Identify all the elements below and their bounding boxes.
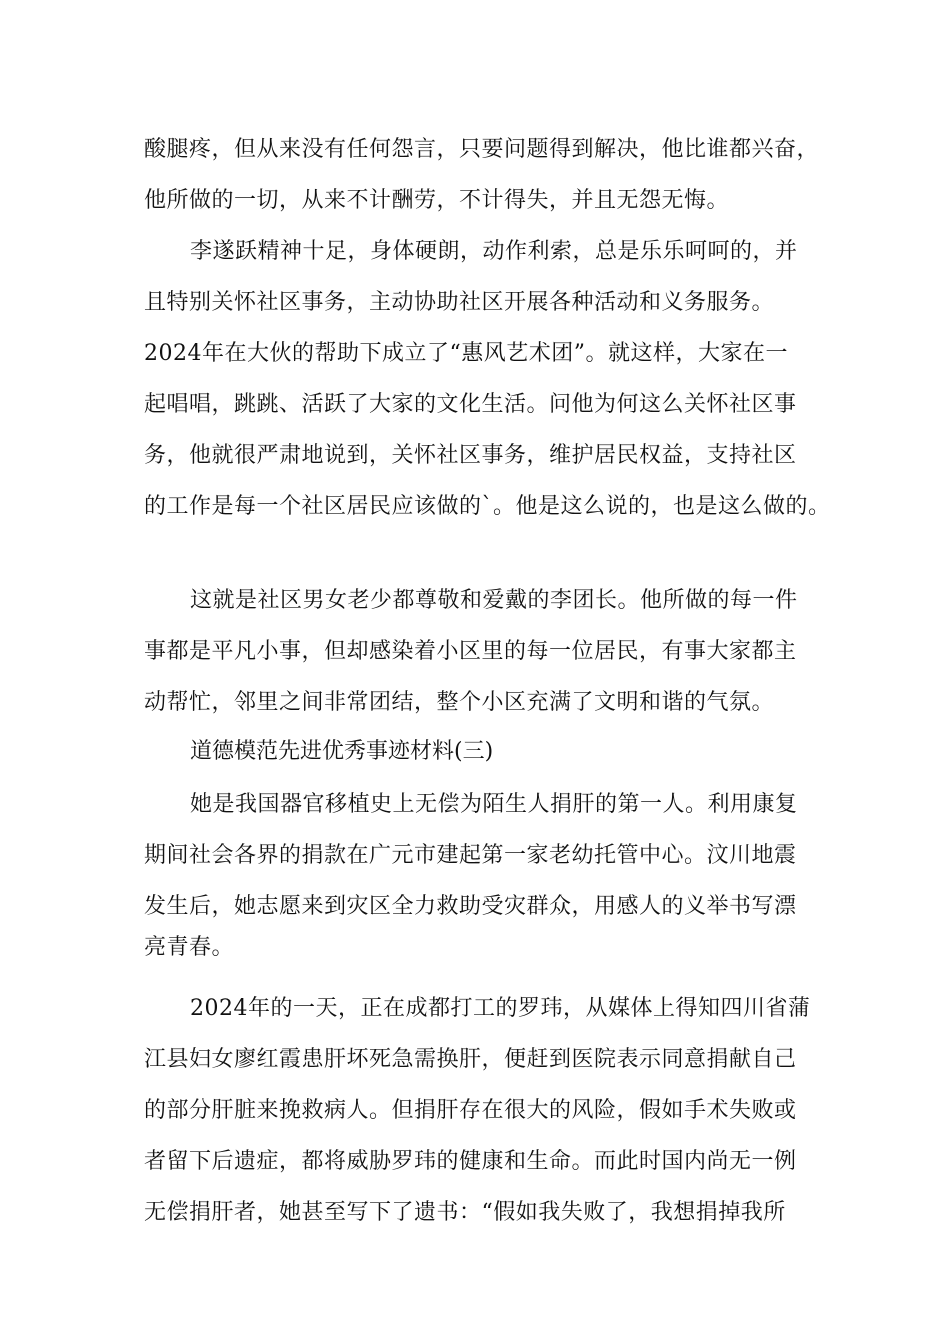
paragraph-2-line-3: 2024年在大伙的帮助下成立了“惠风艺术团”。就这样，大家在一 — [144, 341, 788, 366]
paragraph-3-line-1: 这就是社区男女老少都尊敬和爱戴的李团长。他所做的每一件 — [190, 588, 798, 613]
paragraph-5-line-4: 者留下后遗症，都将威胁罗玮的健康和生命。而此时国内尚无一例 — [144, 1149, 797, 1174]
paragraph-2-line-2: 且特别关怀社区事务，主动协助社区开展各种活动和义务服务。 — [144, 290, 775, 315]
paragraph-2-line-6: 的工作是每一个社区居民应该做的`。他是这么说的，也是这么做的。 — [144, 494, 831, 519]
paragraph-5-line-3: 的部分肝脏来挽救病人。但捐肝存在很大的风险，假如手术失败或 — [144, 1098, 797, 1123]
paragraph-4-line-2: 期间社会各界的捐款在广元市建起第一家老幼托管中心。汶川地震 — [144, 843, 797, 868]
paragraph-2-line-5: 务，他就很严肃地说到，关怀社区事务，维护居民权益，支持社区 — [144, 443, 797, 468]
paragraph-4-line-1: 她是我国器官移植史上无偿为陌生人捐肝的第一人。利用康复 — [190, 792, 798, 817]
paragraph-4-line-4: 亮青春。 — [144, 935, 235, 960]
paragraph-2-line-4: 起唱唱，跳跳、活跃了大家的文化生活。问他为何这么关怀社区事 — [144, 392, 797, 417]
section-heading: 道德模范先进优秀事迹材料(三) — [190, 739, 494, 764]
paragraph-3-line-3: 动帮忙，邻里之间非常团结，整个小区充满了文明和谐的气氛。 — [144, 690, 775, 715]
paragraph-4-line-3: 发生后，她志愿来到灾区全力救助受灾群众，用感人的义举书写漂 — [144, 894, 797, 919]
paragraph-5-line-5: 无偿捐肝者，她甚至写下了遗书：“假如我失败了，我想捐掉我所 — [144, 1200, 786, 1225]
paragraph-5-line-2: 江县妇女廖红霞患肝坏死急需换肝，便赶到医院表示同意捐献自己 — [144, 1047, 797, 1072]
paragraph-1-line-1: 酸腿疼，但从来没有任何怨言，只要问题得到解决，他比谁都兴奋， — [144, 137, 820, 162]
paragraph-5-line-1: 2024年的一天，正在成都打工的罗玮，从媒体上得知四川省蒲 — [190, 996, 811, 1021]
paragraph-2-line-1: 李遂跃精神十足，身体硬朗，动作利索，总是乐乐呵呵的，并 — [190, 239, 798, 264]
paragraph-3-line-2: 事都是平凡小事，但却感染着小区里的每一位居民，有事大家都主 — [144, 639, 797, 664]
paragraph-1-line-2: 他所做的一切，从来不计酬劳，不计得失，并且无怨无悔。 — [144, 188, 730, 213]
